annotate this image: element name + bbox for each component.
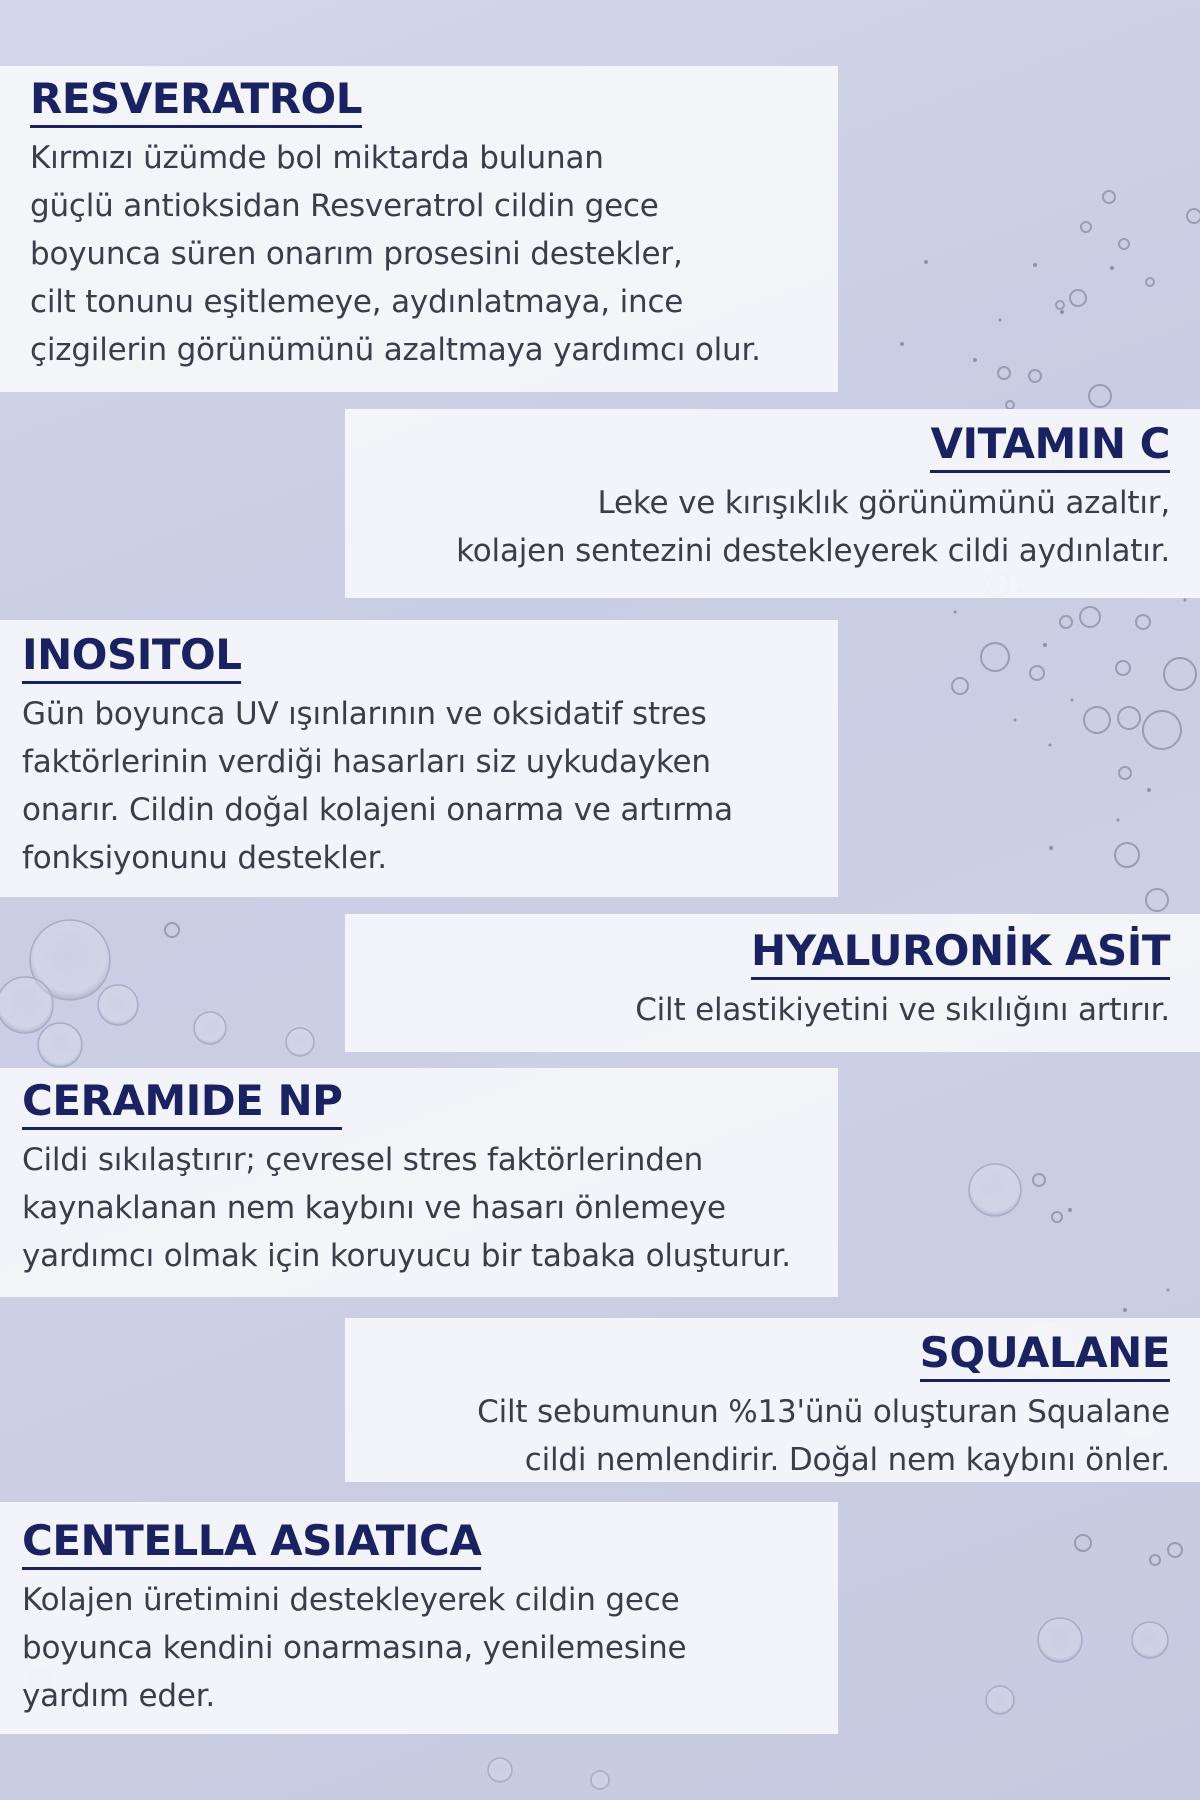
ingredient-title: CENTELLA ASIATICA [22,1516,481,1570]
ingredient-title: INOSITOL [22,630,241,684]
ingredient-title: VITAMIN C [930,419,1170,473]
description-line: onarır. Cildin doğal kolajeni onarma ve artırma [22,792,733,828]
ingredient-description [345,1388,1170,1484]
ingredient-description [30,134,838,374]
description-line: Kırmızı üzümde bol miktarda bulunan [30,140,604,176]
description-line: fonksiyonunu destekler. [22,840,387,876]
description-line: yardımcı olmak için koruyucu bir tabaka oluşturur. [22,1238,791,1274]
description-line: Cildi sıkılaştırır; çevresel stres faktörlerinden [22,1142,704,1178]
description-line: yardım eder. [22,1678,216,1714]
ingredient-card-squalane [345,1318,1200,1482]
description-line: cilt tonunu eşitlemeye, aydınlatmaya, ince [30,284,684,320]
ingredient-description [22,1136,838,1280]
description-line: kolajen sentezini destekleyerek cildi aydınlatır. [456,533,1170,569]
ingredient-title: CERAMIDE NP [22,1076,342,1130]
description-line: çizgilerin görünümünü azaltmaya yardımcı olur. [30,332,761,368]
ingredient-card-ceramide-np [0,1068,838,1297]
ingredient-description [22,690,838,882]
description-line: Gün boyunca UV ışınlarının ve oksidatif stres [22,696,707,732]
ingredient-card-vitamin-c [345,409,1200,598]
description-line: boyunca süren onarım prosesini destekler, [30,236,683,272]
description-line: Leke ve kırışıklık görünümünü azaltır, [597,485,1170,521]
ingredient-description [22,1576,838,1720]
ingredient-card-resveratrol [0,66,838,392]
description-line: güçlü antioksidan Resveratrol cildin gece [30,188,659,224]
ingredient-card-centella-asiatica [0,1502,838,1734]
ingredient-title: SQUALANE [920,1328,1170,1382]
description-line: Cilt sebumunun %13'ünü oluşturan Squalane [477,1394,1170,1430]
description-line: boyunca kendini onarmasına, yenilemesine [22,1630,687,1666]
ingredient-title: HYALURONİK ASİT [751,926,1170,980]
ingredient-title: RESVERATROL [30,74,362,128]
description-line: kaynaklanan nem kaybını ve hasarı önlemeye [22,1190,726,1226]
ingredient-card-hyaluronik-asit [345,914,1200,1052]
description-line: Cilt elastikiyetini ve sıkılığını artırır. [635,992,1170,1028]
description-line: Kolajen üretimini destekleyerek cildin gece [22,1582,680,1618]
ingredient-description [345,479,1170,575]
description-line: faktörlerinin verdiği hasarları siz uykudayken [22,744,711,780]
ingredient-description [345,986,1170,1034]
ingredient-card-inositol [0,620,838,897]
description-line: cildi nemlendirir. Doğal nem kaybını önler. [524,1442,1170,1478]
